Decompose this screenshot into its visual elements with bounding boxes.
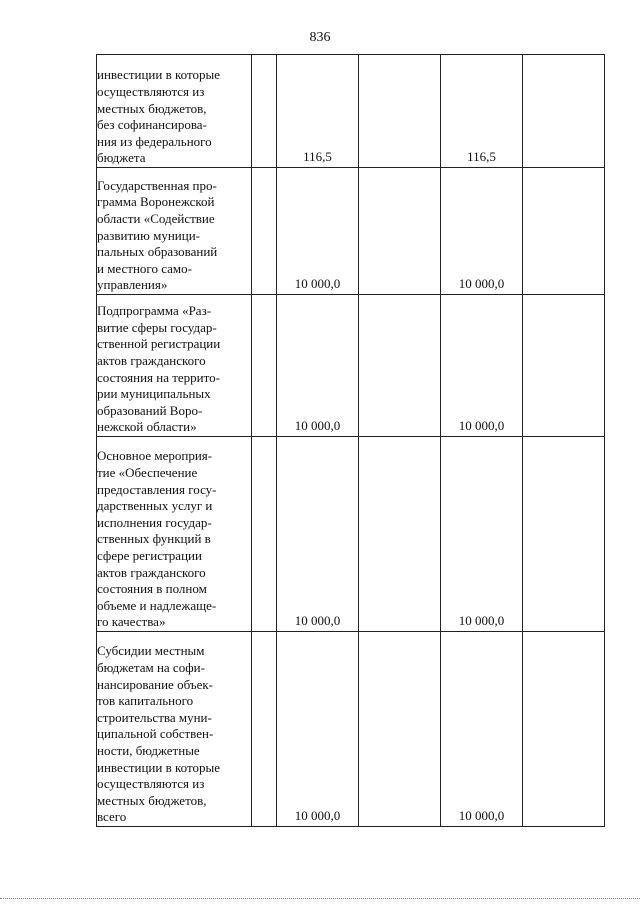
row-name-line: инвестиции в которые bbox=[97, 67, 220, 83]
row-name-cell bbox=[97, 55, 252, 168]
row-name-cell bbox=[97, 295, 252, 437]
value-2: 10 000,0 bbox=[458, 276, 505, 292]
row-name-line: нансирование объек- bbox=[97, 676, 214, 692]
row-name-line: Основное мероприя- bbox=[97, 448, 213, 464]
row-name-line: ственной регистрации bbox=[97, 336, 221, 352]
row-name-line: Подпрограмма «Раз- bbox=[97, 303, 212, 319]
empty-cell bbox=[359, 632, 441, 827]
empty-cell bbox=[523, 295, 605, 437]
row-name-line: объеме и надлежаще- bbox=[97, 597, 217, 613]
row-name-line: ственных функций в bbox=[97, 531, 211, 547]
empty-cell bbox=[523, 632, 605, 827]
page-bottom-divider bbox=[0, 898, 640, 899]
empty-cell bbox=[252, 55, 277, 168]
empty-cell bbox=[252, 295, 277, 437]
value-cell bbox=[277, 168, 359, 295]
row-name-line: Субсидии местным bbox=[97, 643, 205, 659]
row-name-line: ния из федерального bbox=[97, 133, 212, 149]
empty-cell bbox=[359, 295, 441, 437]
value-cell bbox=[441, 55, 523, 168]
row-name-line: исполнения государ- bbox=[97, 514, 212, 530]
value-cell bbox=[441, 632, 523, 827]
row-name-line: и местного само- bbox=[97, 260, 192, 276]
row-name-line: актов гражданского bbox=[97, 564, 206, 580]
value-cell bbox=[277, 437, 359, 632]
value-1: 10 000,0 bbox=[294, 808, 341, 824]
value-1: 10 000,0 bbox=[294, 276, 341, 292]
row-name-line: пальных образований bbox=[97, 244, 218, 260]
row-name-line: образований Воро- bbox=[97, 402, 203, 418]
table-row bbox=[97, 55, 605, 168]
empty-cell bbox=[359, 437, 441, 632]
empty-cell bbox=[523, 437, 605, 632]
value-cell bbox=[277, 55, 359, 168]
row-name-line: бюджетам на софи- bbox=[97, 660, 205, 676]
row-name-line: всего bbox=[97, 809, 127, 825]
row-name-line: инвестиции в которые bbox=[97, 759, 220, 775]
row-name-line: местных бюджетов, bbox=[97, 792, 207, 808]
row-name-line: осуществляются из bbox=[97, 776, 205, 792]
row-name-line: местных бюджетов, bbox=[97, 100, 207, 116]
row-name-cell bbox=[97, 168, 252, 295]
value-cell bbox=[277, 632, 359, 827]
row-name-line: строительства муни- bbox=[97, 709, 212, 725]
row-name-line: управления» bbox=[97, 277, 168, 293]
row-name-line: дарственных услуг и bbox=[97, 498, 213, 514]
row-name-line: актов гражданского bbox=[97, 353, 206, 369]
value-cell bbox=[441, 168, 523, 295]
row-name-line: ности, бюджетные bbox=[97, 743, 200, 759]
empty-cell bbox=[359, 55, 441, 168]
value-2: 10 000,0 bbox=[458, 613, 505, 629]
value-cell bbox=[441, 437, 523, 632]
row-name-line: бюджета bbox=[97, 150, 146, 166]
table-row bbox=[97, 168, 605, 295]
budget-table bbox=[96, 54, 605, 827]
row-name-line: предоставления госу- bbox=[97, 481, 217, 497]
empty-cell bbox=[359, 168, 441, 295]
row-name-line: рии муниципальных bbox=[97, 386, 211, 402]
value-2: 116,5 bbox=[467, 149, 496, 165]
row-name-line: осуществляются из bbox=[97, 84, 205, 100]
row-name-line: Государственная про- bbox=[97, 177, 217, 193]
empty-cell bbox=[252, 632, 277, 827]
row-name-line: тие «Обеспечение bbox=[97, 465, 198, 481]
empty-cell bbox=[252, 437, 277, 632]
row-name-line: ципальной собствен- bbox=[97, 726, 214, 742]
row-name-line: без софинансирова- bbox=[97, 117, 207, 133]
empty-cell bbox=[523, 168, 605, 295]
table-row bbox=[97, 632, 605, 827]
row-name-line: грамма Воронежской bbox=[97, 194, 215, 210]
page-number: 836 bbox=[309, 30, 331, 45]
row-name-line: витие сферы государ- bbox=[97, 319, 217, 335]
row-name-cell bbox=[97, 632, 252, 827]
table-row bbox=[97, 295, 605, 437]
value-1: 116,5 bbox=[303, 149, 332, 165]
empty-cell bbox=[252, 168, 277, 295]
row-name-line: состояния в полном bbox=[97, 581, 207, 597]
row-name-line: тов капитального bbox=[97, 693, 194, 709]
table-row bbox=[97, 437, 605, 632]
value-1: 10 000,0 bbox=[294, 418, 341, 434]
row-name-line: развитию муници- bbox=[97, 227, 200, 243]
row-name-line: нежской области» bbox=[97, 419, 197, 435]
row-name-line: сфере регистрации bbox=[97, 548, 202, 564]
row-name-line: го качества» bbox=[97, 614, 166, 630]
value-cell bbox=[441, 295, 523, 437]
value-2: 10 000,0 bbox=[458, 418, 505, 434]
row-name-line: состояния на террито- bbox=[97, 369, 220, 385]
value-2: 10 000,0 bbox=[458, 808, 505, 824]
budget-table-body bbox=[97, 55, 605, 827]
value-cell bbox=[277, 295, 359, 437]
row-name-cell bbox=[97, 437, 252, 632]
row-name-line: области «Содействие bbox=[97, 211, 215, 227]
empty-cell bbox=[523, 55, 605, 168]
value-1: 10 000,0 bbox=[294, 613, 341, 629]
